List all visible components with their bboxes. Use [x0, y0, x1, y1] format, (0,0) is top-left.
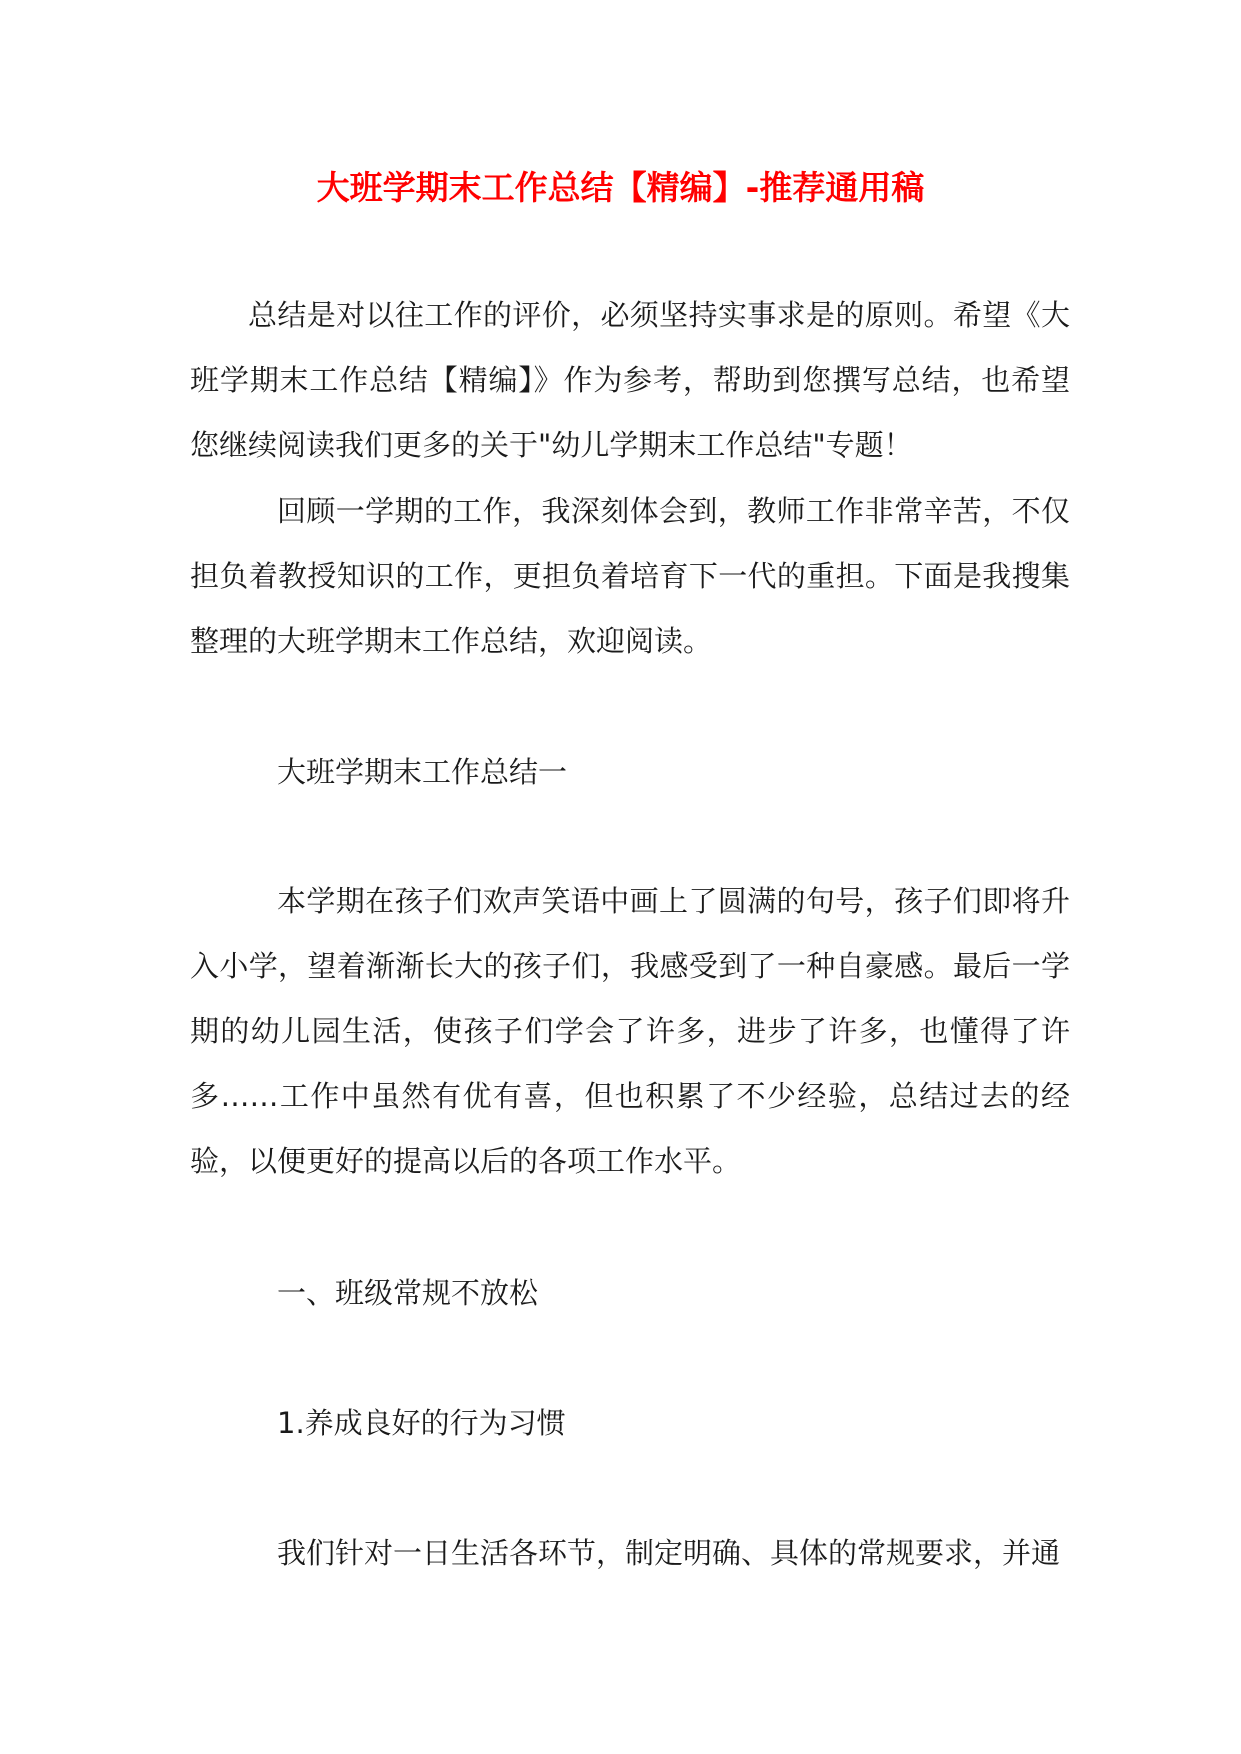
last-paragraph: 我们针对一日生活各环节，制定明确、具体的常规要求，并通 [277, 1536, 1061, 1570]
section-heading: 大班学期末工作总结一 [277, 755, 568, 789]
review-paragraph: 回顾一学期的工作，我深刻体会到，教师工作非常辛苦，不仅担负着教授知识的工作，更担负着培育下一代的重担。下面是我搜集整理的大班学期末工作总结，欢迎阅读。 [190, 494, 1070, 658]
subheading-class-routine: 一、班级常规不放松 [277, 1276, 539, 1310]
intro-paragraph: 总结是对以往工作的评价，必须坚持实事求是的原则。希望《大班学期末工作总结【精编】》作为参考，帮助到您撰写总结，也希望您继续阅读我们更多的关于"幼儿学期末工作总结"专题！ [190, 298, 1070, 462]
body-paragraph: 本学期在孩子们欢声笑语中画上了圆满的句号，孩子们即将升入小学，望着渐渐长大的孩子们，我感受到了一种自豪感。最后一学期的幼儿园生活，使孩子们学会了许多，进步了许多，也懂得了许多……工作中虽然有优有喜，但也积累了不少经验，总结过去的经验，以便更好的提高以后的各项工作水平。 [190, 884, 1070, 1178]
document-title: 大班学期末工作总结【精编】-推荐通用稿 [316, 168, 925, 207]
subheading-good-habits: 1.养成良好的行为习惯 [277, 1406, 566, 1440]
